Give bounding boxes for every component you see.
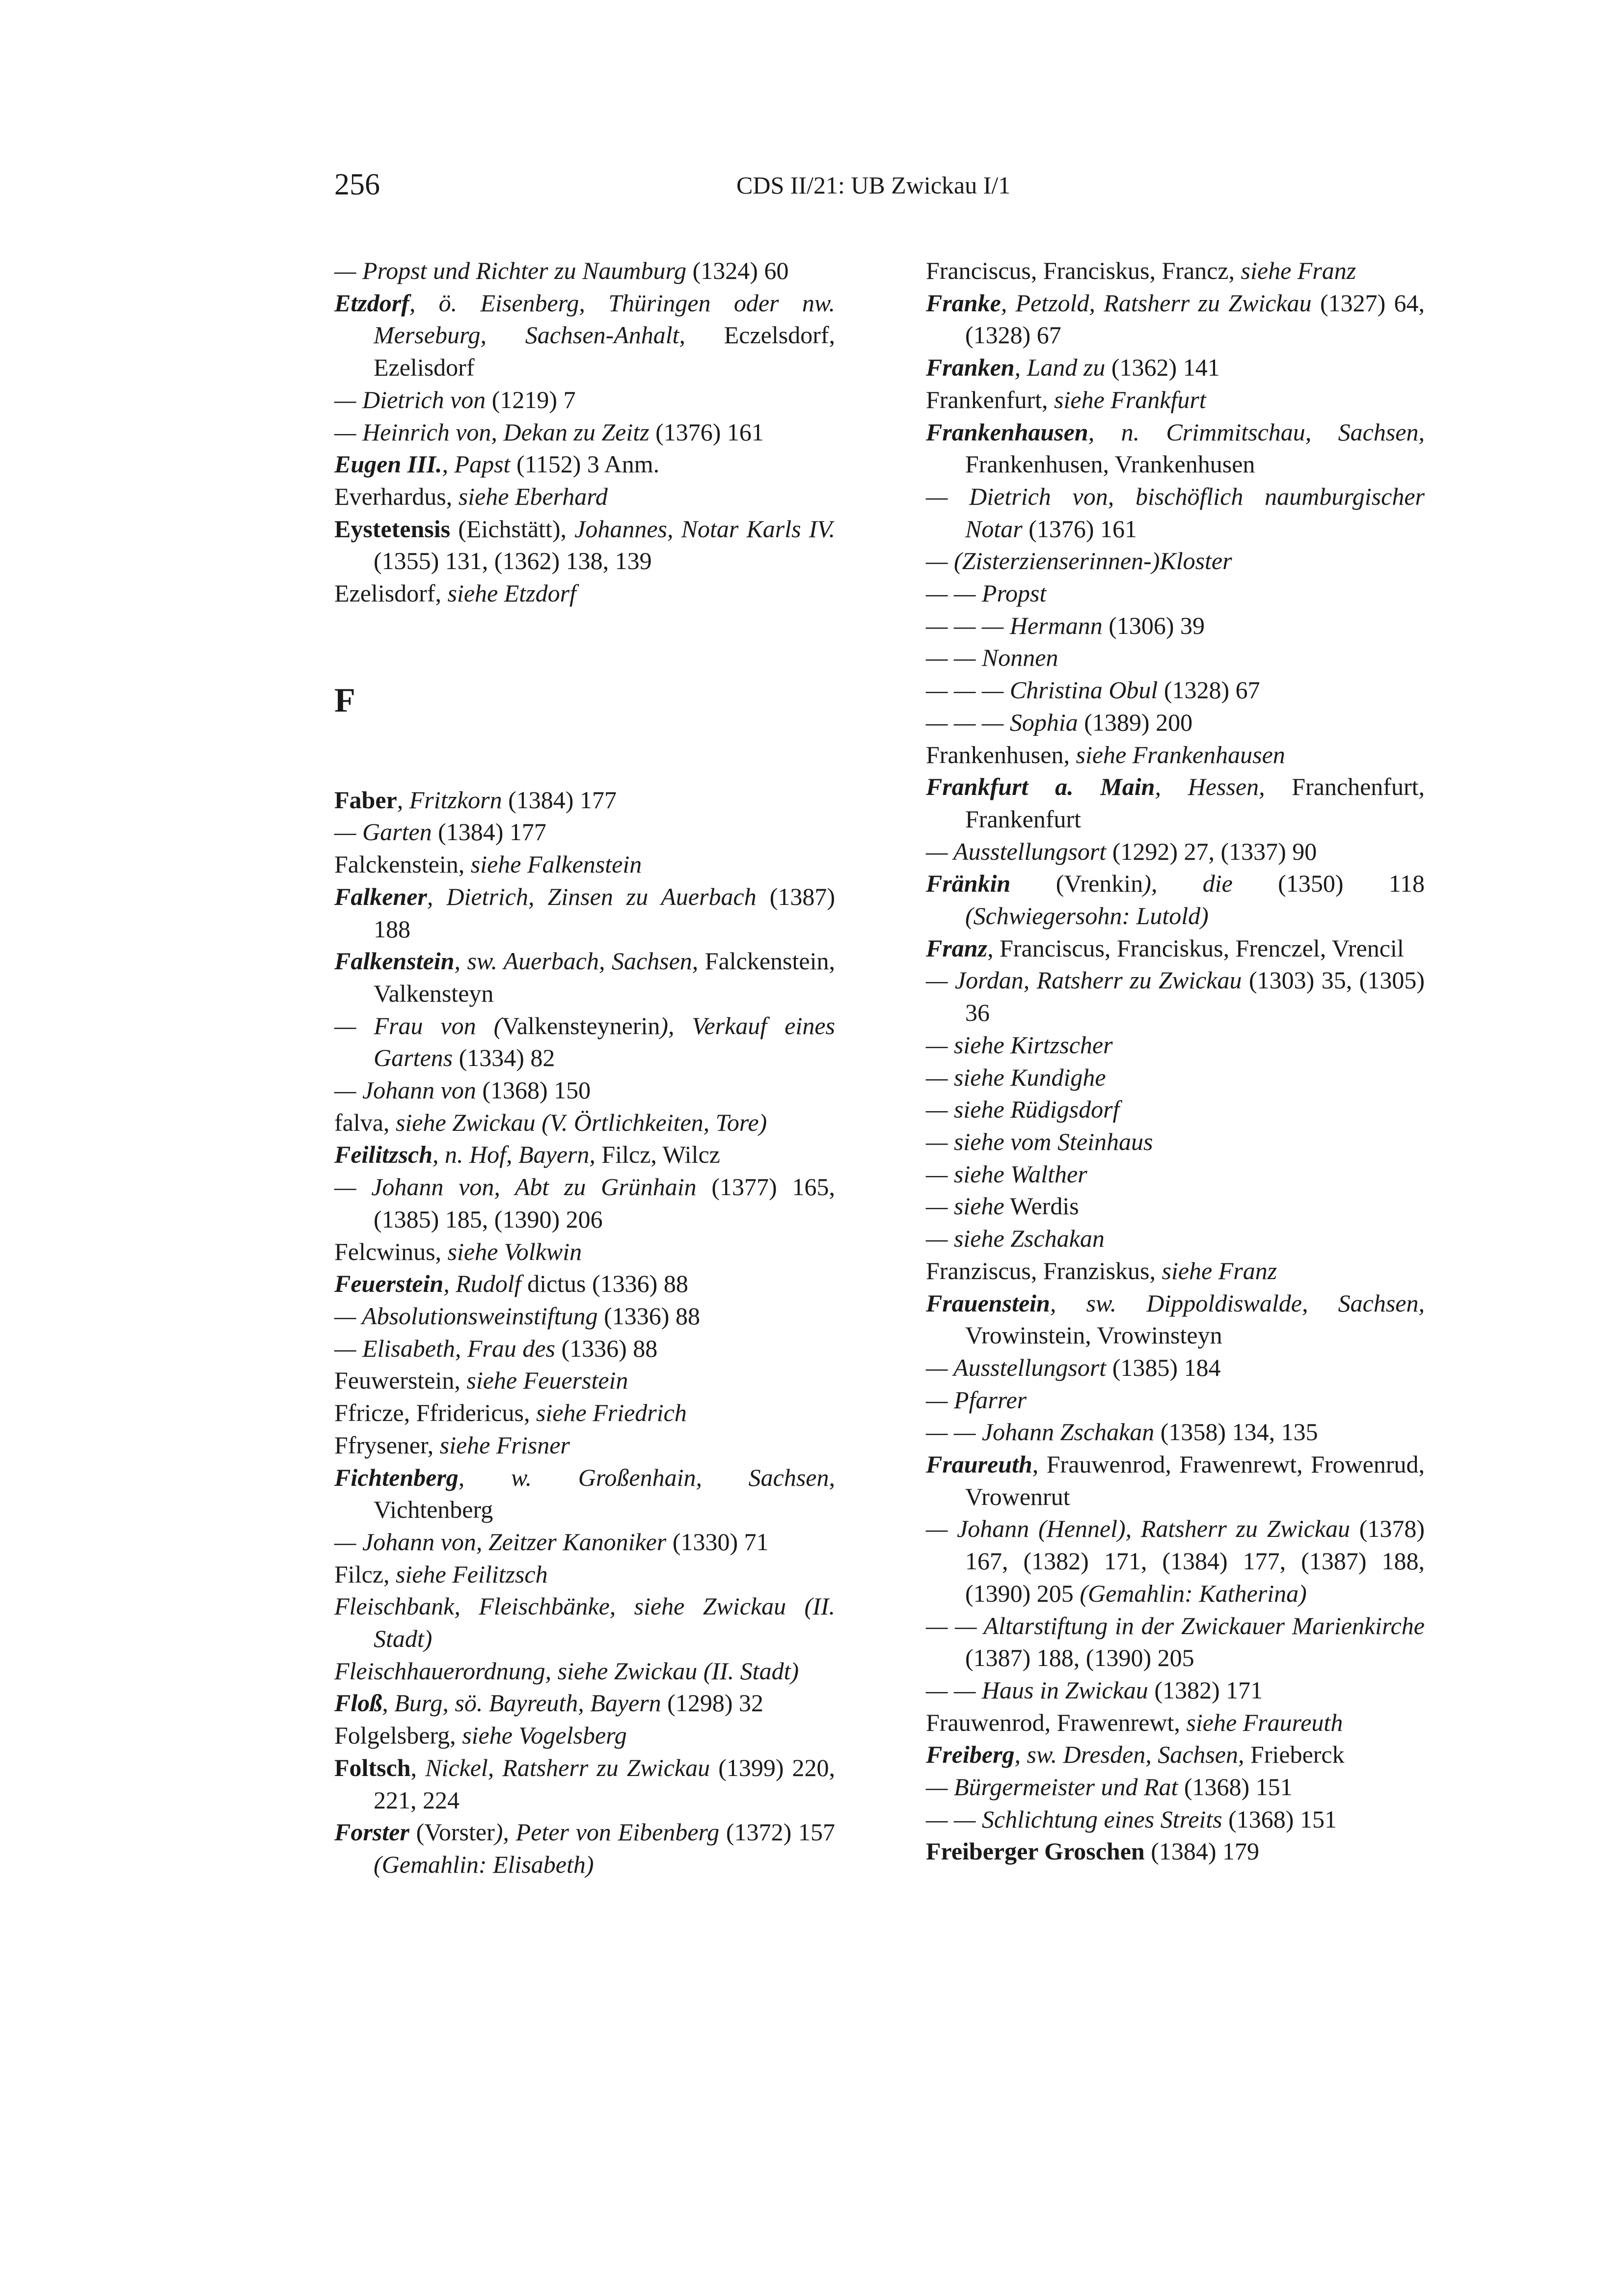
entry-text: Freiberger Groschen (926, 1837, 1145, 1865)
index-entry (926, 1674, 1425, 1707)
index-entry (926, 674, 1425, 707)
entry-text: Fraureuth (926, 1450, 1032, 1478)
entry-text: (1328) 67 (1158, 676, 1260, 704)
entry-text: Werdis (1004, 1192, 1079, 1220)
entry-text: siehe Frankenhausen (1076, 740, 1285, 768)
index-entry (926, 352, 1425, 384)
entry-text: (1219) 7 (486, 385, 576, 413)
index-entry (334, 1074, 835, 1107)
index-entry (926, 1416, 1425, 1449)
running-title: CDS II/21: UB Zwickau I/1 (736, 171, 1011, 199)
entry-text: — Johann von, Zeitzer Kanoniker (334, 1528, 667, 1556)
index-entry (926, 545, 1425, 577)
entry-text: — siehe Zschakan (926, 1225, 1105, 1253)
entry-text: Ezelisdorf, (334, 579, 448, 607)
index-entry (926, 642, 1425, 674)
entry-text: , Franciscus, Franciskus, Frenczel, Vrencil (987, 934, 1404, 962)
page-number: 256 (334, 168, 380, 201)
entry-text: , Petzold, Ratsherr zu Zwickau (1001, 289, 1312, 317)
entry-text: (1324) 60 (686, 257, 789, 284)
entry-text: (1377) 165, (1385) 185, (1390) 206 (374, 1173, 835, 1233)
entry-text: Franziscus, Franziskus, (926, 1257, 1162, 1285)
entry-text: — — Haus in Zwickau (926, 1676, 1148, 1704)
entry-text: , sw. Dresden, Sachsen, (1014, 1741, 1244, 1769)
entry-text: Franken (926, 354, 1015, 382)
entry-text: (1389) 200 (1078, 708, 1193, 736)
entry-text: — Elisabeth, Frau des (334, 1334, 555, 1362)
entry-text: siehe Vogelsberg (462, 1722, 627, 1749)
entry-text: dictus (1336) 88 (521, 1270, 688, 1298)
entry-text: , Papst (442, 450, 511, 478)
entry-text: ), Verkauf eines Gartens (374, 1011, 835, 1072)
index-entry (334, 1752, 835, 1816)
entry-text: siehe Frankfurt (1054, 385, 1206, 413)
index-entry (334, 1526, 835, 1558)
entry-text: — Johann von, Abt zu Grünhain (334, 1173, 697, 1201)
entry-text: (1292) 27, (1337) 90 (1106, 837, 1317, 865)
entry-text: (1336) 88 (597, 1302, 700, 1330)
entry-text: (1382) 171 (1148, 1676, 1263, 1704)
entry-text: (Gemahlin: Katherina) (1080, 1579, 1307, 1607)
index-entry (926, 1287, 1425, 1352)
entry-text: (1368) 151 (1222, 1805, 1337, 1833)
entry-text: , Frauwenrod, Frawenrewt, Frowenrud, Vrowenrut (965, 1450, 1425, 1510)
entry-text: — siehe Walther (926, 1160, 1087, 1188)
entry-text: , sw. Auerbach, Sachsen, (454, 947, 699, 975)
entry-text: (1303) 35, (1305) 36 (965, 966, 1425, 1027)
entry-text: , (410, 1753, 426, 1781)
entry-text: Eystetensis (334, 515, 451, 543)
entry-text: — — Nonnen (926, 644, 1058, 672)
entry-text: — siehe Kundighe (926, 1063, 1106, 1091)
entry-text: siehe Eberhard (458, 482, 608, 510)
entry-text: — — Johann Zschakan (926, 1418, 1155, 1446)
entry-text: Folgelsberg, (334, 1722, 462, 1749)
entry-text: Vrowinstein, Vrowinsteyn (965, 1321, 1222, 1349)
entry-text: Frankenhausen (926, 418, 1088, 446)
index-entry (926, 577, 1425, 610)
entry-text: (1368) 151 (1178, 1773, 1293, 1801)
index-entry (334, 1462, 835, 1526)
entry-text: ), Peter von Eibenberg (494, 1818, 720, 1846)
entry-text: , n. Crimmitschau, Sachsen, (1088, 418, 1425, 446)
entry-text: , sw. Dippoldiswalde, Sachsen, (1050, 1289, 1425, 1317)
index-entry (334, 1655, 835, 1688)
entry-text: Filcz, Wilcz (595, 1141, 720, 1169)
entry-text: Frankenhusen, Vrankenhusen (965, 450, 1255, 478)
index-entry (926, 287, 1425, 352)
index-entry (334, 1365, 835, 1397)
entry-text: siehe Franz (1162, 1257, 1277, 1285)
index-entry (926, 1513, 1425, 1610)
entry-text: Feuerstein (334, 1270, 444, 1298)
entry-text: — Bürgermeister und Rat (926, 1773, 1178, 1801)
entry-text: Fritzkorn (409, 786, 502, 814)
index-entry (926, 1610, 1425, 1674)
index-entry (334, 481, 835, 513)
entry-text: — Frau von ( (334, 1011, 502, 1039)
entry-text: Falckenstein, Valkensteyn (374, 947, 835, 1007)
entry-text: siehe Frisner (439, 1431, 570, 1459)
entry-text: — Johann (Hennel), Ratsherr zu Zwickau (926, 1515, 1351, 1543)
entry-text: Eugen III. (334, 450, 442, 478)
index-entry (926, 1158, 1425, 1191)
entry-text: (Gemahlin: Elisabeth) (374, 1850, 594, 1878)
index-entry (334, 1236, 835, 1268)
entry-text: Eczelsdorf, Ezelisdorf (374, 321, 835, 382)
entry-text: Franciscus, Franciskus, Francz, (926, 257, 1241, 284)
entry-text: Frieberck (1244, 1741, 1345, 1769)
entry-text: siehe Volkwin (447, 1237, 582, 1265)
entry-text: (1384) 177 (432, 818, 546, 846)
index-entry (334, 848, 835, 881)
entry-text: Freiberg (926, 1741, 1015, 1769)
index-entry (334, 1687, 835, 1720)
entry-text: (Vrenkin (1010, 870, 1143, 898)
entry-text: — siehe (926, 1192, 1004, 1220)
entry-text: , Land zu (1014, 354, 1106, 382)
entry-text: — siehe Rüdigsdorf (926, 1095, 1120, 1123)
entry-text: falva, (334, 1108, 396, 1136)
entry-text: (1372) 157 (719, 1818, 835, 1846)
entry-text: Forster (334, 1818, 409, 1846)
entry-text: Johannes, Notar Karls IV. (574, 515, 835, 543)
entry-text: Ffrysener, (334, 1431, 440, 1459)
index-entry (926, 836, 1425, 868)
entry-text: siehe Feuerstein (466, 1367, 628, 1394)
index-entry (926, 1352, 1425, 1384)
entry-text: (1399) 220, 221, 224 (374, 1753, 835, 1814)
entry-text: — siehe Kirtzscher (926, 1031, 1113, 1059)
index-entry (926, 1062, 1425, 1094)
entry-text: — Dietrich von (334, 385, 486, 413)
index-entry (334, 1429, 835, 1462)
entry-text: Etzdorf (334, 289, 409, 317)
index-entry (926, 1093, 1425, 1126)
entry-text: (1376) 161 (1022, 515, 1137, 543)
section-letter-heading: F (334, 681, 355, 719)
entry-text: (Schwiegersohn: Lutold) (965, 902, 1209, 930)
index-entry (334, 287, 835, 384)
entry-text: — Heinrich von, Dekan zu Zeitz (334, 418, 649, 446)
entry-text: — — Altarstiftung in der Zwickauer Marienkirche (926, 1612, 1425, 1640)
entry-text: , Dietrich, Zinsen zu Auerbach (427, 882, 757, 910)
entry-text: (1387) 188, (1390) 205 (965, 1644, 1194, 1672)
index-entry (926, 1029, 1425, 1062)
entry-text: Ffricze, Ffridericus, (334, 1399, 536, 1427)
entry-text: — — — Sophia (926, 708, 1078, 736)
entry-text: (1336) 88 (555, 1334, 658, 1362)
index-entry (926, 707, 1425, 739)
index-entry (926, 384, 1425, 416)
entry-text: ), die (1143, 870, 1233, 898)
entry-text: Falkenstein (334, 947, 455, 975)
entry-text: (1327) 64, (1328) 67 (965, 289, 1425, 349)
entry-text: (1350) 118 (1232, 870, 1425, 898)
index-entry (334, 945, 835, 1010)
entry-text: Faber (334, 786, 397, 814)
index-entry (334, 1171, 835, 1235)
entry-text: Frankfurt a. Main (926, 773, 1155, 801)
entry-text: (1362) 141 (1105, 354, 1220, 382)
entry-text: Fränkin (926, 870, 1011, 898)
index-entry (334, 1268, 835, 1300)
entry-text: (1385) 184 (1106, 1353, 1221, 1381)
index-entry (926, 1739, 1425, 1771)
index-entry (926, 1835, 1425, 1868)
entry-text: — Johann von (334, 1076, 476, 1104)
entry-text: , ö. Eisenberg, Thüringen oder nw. Merseburg, Sachsen-Anhalt, (374, 289, 835, 349)
index-entry (334, 1139, 835, 1171)
entry-text: Falckenstein, (334, 850, 471, 878)
entry-text: Felcwinus, (334, 1237, 448, 1265)
index-entry (334, 384, 835, 416)
index-entry (334, 1333, 835, 1365)
entry-text: Falkener (334, 882, 427, 910)
index-entry (926, 1804, 1425, 1836)
entry-text: , Rudolf (443, 1270, 521, 1298)
entry-text: — — — Christina Obul (926, 676, 1158, 704)
entry-text: (Eichstätt), (450, 515, 575, 543)
index-entry (926, 1255, 1425, 1287)
entry-text: (Vorster (409, 1818, 495, 1846)
entry-text: Foltsch (334, 1753, 411, 1781)
index-entry (334, 1397, 835, 1429)
entry-text: Franz (926, 934, 988, 962)
index-entry (334, 1816, 835, 1881)
entry-text: Franke (926, 289, 1001, 317)
entry-text: Fleischbank, Fleischbänke, siehe Zwickau (II. Stadt) (334, 1592, 835, 1653)
entry-text: — Dietrich von, bischöflich naumburgischer Notar (926, 482, 1425, 543)
index-entry (926, 481, 1425, 545)
entry-text: siehe Friedrich (536, 1399, 687, 1427)
entry-text: Frankenfurt, (926, 385, 1055, 413)
index-entry (926, 771, 1425, 835)
entry-text: (1387) 188 (374, 882, 835, 943)
entry-text: siehe Etzdorf (447, 579, 576, 607)
entry-text: Valkensteynerin (502, 1011, 660, 1039)
index-entry (926, 255, 1425, 287)
index-entry (334, 1720, 835, 1752)
index-column-right (926, 255, 1425, 1868)
entry-text: siehe Fraureuth (1186, 1708, 1343, 1736)
index-entry (926, 610, 1425, 642)
entry-text: Fichtenberg (334, 1463, 459, 1491)
entry-text: Frauwenrod, Frawenrewt, (926, 1708, 1187, 1736)
index-entry (334, 577, 835, 610)
entry-text: Feuwerstein, (334, 1367, 467, 1394)
index-entry (926, 1126, 1425, 1158)
index-entry (926, 416, 1425, 481)
index-entry (334, 1107, 835, 1139)
entry-text: — siehe vom Steinhaus (926, 1127, 1153, 1155)
entry-text: — (Zisterzienserinnen-)Kloster (926, 547, 1232, 575)
index-entry (334, 1010, 835, 1074)
entry-text: Floß (334, 1689, 382, 1717)
index-entry (926, 1190, 1425, 1223)
entry-text: Filcz, (334, 1560, 396, 1588)
entry-text: siehe Falkenstein (470, 850, 642, 878)
index-entry (926, 1449, 1425, 1513)
entry-text: , n. Hof, Bayern, (433, 1141, 595, 1169)
index-entry (926, 1223, 1425, 1255)
entry-text: (1368) 150 (476, 1076, 591, 1104)
index-entry (334, 448, 835, 481)
index-entry (334, 1558, 835, 1591)
entry-text: (1355) 131, (1362) 138, 139 (374, 547, 652, 575)
entry-text: (1358) 134, 135 (1154, 1418, 1318, 1446)
index-entry (926, 964, 1425, 1029)
index-entry (926, 932, 1425, 965)
entry-text: Nickel, Ratsherr zu Zwickau (425, 1753, 710, 1781)
index-entry (334, 255, 835, 287)
entry-text: , w. Großenhain, Sachsen, (458, 1463, 835, 1491)
entry-text: (1384) 179 (1144, 1837, 1260, 1865)
entry-text: siehe Zwickau (V. Örtlichkeiten, Tore) (395, 1108, 767, 1136)
entry-text: — Ausstellungsort (926, 837, 1107, 865)
entry-text: — — — Hermann (926, 611, 1103, 639)
entry-text: Frauenstein (926, 1289, 1050, 1317)
entry-text: — — Propst (926, 579, 1047, 607)
entry-text: (1306) 39 (1102, 611, 1205, 639)
entry-text: , (397, 786, 409, 814)
index-entry (334, 881, 835, 945)
entry-text: , Hessen, (1155, 773, 1265, 801)
index-entry (334, 816, 835, 848)
entry-text: Everhardus, (334, 482, 459, 510)
entry-text: Vichtenberg (374, 1496, 493, 1524)
index-entry (334, 1300, 835, 1333)
entry-text: — Jordan, Ratsherr zu Zwickau (926, 966, 1242, 994)
entry-text: — Garten (334, 818, 432, 846)
index-entry (334, 1590, 835, 1655)
entry-text: (1376) 161 (649, 418, 764, 446)
index-entry (926, 1771, 1425, 1804)
index-entry (334, 416, 835, 449)
entry-text: — — Schlichtung eines Streits (926, 1805, 1222, 1833)
index-entry (926, 739, 1425, 771)
entry-text: — Absolutionsweinstiftung (334, 1302, 598, 1330)
entry-text: Feilitzsch (334, 1141, 433, 1169)
entry-text: (1330) 71 (666, 1528, 769, 1556)
entry-text: Franchenfurt, Frankenfurt (965, 773, 1425, 833)
entry-text: (1334) 82 (453, 1044, 555, 1072)
entry-text: , Burg, sö. Bayreuth, Bayern (382, 1689, 661, 1717)
entry-text: (1298) 32 (661, 1689, 763, 1717)
entry-text: Frankenhusen, (926, 740, 1076, 768)
entry-text: (1378) 167, (1382) 171, (1384) 177, (1387) 188, (1390) 205 (965, 1515, 1425, 1607)
index-column-left (334, 255, 835, 1881)
index-entry (334, 513, 835, 577)
index-entry (334, 784, 835, 817)
index-entry (926, 1384, 1425, 1417)
entry-text: — Ausstellungsort (926, 1353, 1107, 1381)
entry-text: siehe Feilitzsch (395, 1560, 548, 1588)
index-entry (926, 1707, 1425, 1739)
entry-text: (1384) 177 (502, 786, 617, 814)
entry-text: — Pfarrer (926, 1386, 1027, 1414)
entry-text: Fleischhauerordnung, siehe Zwickau (II. Stadt) (334, 1657, 799, 1685)
entry-text: siehe Franz (1241, 257, 1356, 284)
index-entry (926, 868, 1425, 932)
entry-text: — Propst und Richter zu Naumburg (334, 257, 687, 284)
entry-text: (1152) 3 Anm. (510, 450, 660, 478)
